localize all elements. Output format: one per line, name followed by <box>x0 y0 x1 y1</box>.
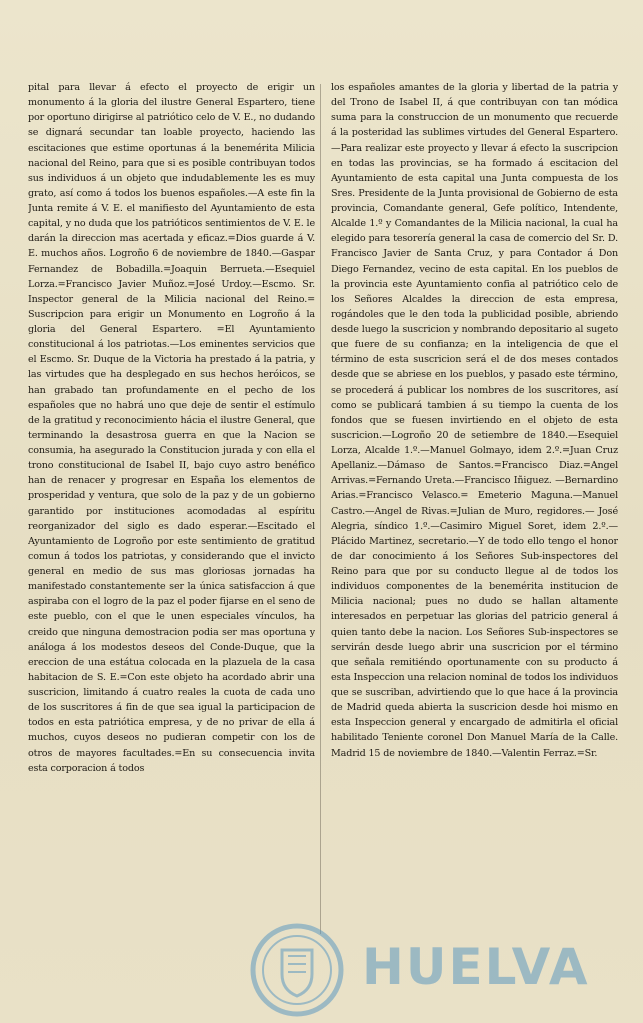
archive-watermark <box>232 920 642 1020</box>
watermark-text: HUELVA <box>362 938 590 996</box>
column-divider <box>320 84 321 934</box>
text-columns <box>28 80 618 940</box>
right-column-text: los españoles amantes de la gloria y libertad de la patria y del Trono de Isabel II, á que contribuyan con tan módica suma para la construccion de un monumento que recuerde á la posteridad las sublimes virtudes del General Espartero.—Para realizar este proyecto y llevar á efecto la suscripcion en todas las provincias, se ha formado á escitacion del Ayuntamiento de esta capital una Junta compuesta de los Sres. Presidente de la Junta provisional de Gobierno de esta provincia, Comandante general, Gefe político, Intendente, Alcalde 1.º y Comandantes de la Milicia nacional, la cual ha elegido para tesorería general la casa de comercio del Sr. D. Francisco Javier de Santa Cruz, y para Contador á Don Diego Fernandez, vecino de esta capital. En los pueblos de la provincia este Ayuntamiento confia al patriótico celo de los Señores Alcaldes la direccion de esta empresa, rogándoles que le den toda la publicidad posible, abriendo desde luego la suscricion y nombrando depositario al sugeto que fuere de su confianza; en la inteligencia de que el término de esta suscricion será el de dos meses contados desde que se abriese en los pueblos, y pasado este término, se procederá á publicar los nombres de los suscritores, así como se publicará tambien á su tiempo la cuenta de los fondos que se fuesen invirtiendo en el objeto de esta suscricion.—Logroño 20 de setiembre de 1840.—Esequiel Lorza, Alcalde 1.º.—Manuel Golmayo, idem 2.º.=Juan Cruz Apellaniz.—Dámaso de Santos.=Francisco Diaz.=Angel Arrivas.=Fernando Ureta.—Francisco Iñiguez. —Bernardino Arias.=Francisco Velasco.= Emeterio Maguna.—Manuel Castro.—Angel de Rivas.=Julian de Muro, regidores.— José Alegria, síndico 1.º.—Casimiro Miguel Soret, idem 2.º.—Plácido Martinez, secretario.—Y de todo ello tengo el honor de dar conocimiento á los Señores Sub-inspectores del Reino para que por su conducto llegue al de todos los individuos componentes de la benemérita institucion de Milicia nacional; pues no dudo se hallan altamente interesados en perpetuar las glorias del patricio general á quien tanto debe la nacion. Los Señores Sub-inspectores se servirán desde luego abrir una suscricion por el término que señala remitiéndo oportunamente con su producto á esta Inspeccion una relacion nominal de todos los individuos que se suscriban, advirtiendo que lo que hace á la provincia de Madrid queda abierta la suscricion desde hoi mismo en esta Inspeccion general y encargado de admitirla el oficial habilitado Teniente coronel Don Manuel María de la Calle. Madrid 15 de noviembre de 1840.—Valentin Ferraz.=Sr. <box>331 82 618 759</box>
left-column-text: pital para llevar á efecto el proyecto de erigir un monumento á la gloria del ilustre General Espartero, tiene por oportuno dirigirse al patriótico celo de V. E., no dudando se dignará secundar tan loable proyecto, haciendo las escitaciones que estime oportunas á la benemérita Milicia nacional del Reino, para que si es posible contribuyan todos sus individuos á un objeto que indudablemente les es muy grato, así como á todos los buenos españoles.—A este fin la Junta remite á V. E. el manifiesto del Ayuntamiento de esta capital, y no duda que los patrióticos sentimientos de V. E. le darán la direccion mas acertada y eficaz.=Dios guarde á V. E. muchos años. Logroño 6 de noviembre de 1840.—Gaspar Fernandez de Bobadilla.=Joaquin Berrueta.—Esequiel Lorza.=Francisco Javier Muñoz.=José Urdoy.—Escmo. Sr. Inspector general de la Milicia nacional del Reino.= Suscripcion para erigir un Monumento en Logroño á la gloria del General Espartero. =El Ayuntamiento constitucional á los patriotas.—Los eminentes servicios que el Escmo. Sr. Duque de la Victoria ha prestado á la patria, y las virtudes que ha desplegado en sus hechos heróicos, se han grabado tan profundamente en el pecho de los españoles que no habrá uno que deje de sentir el estímulo de la gratitud y reconocimiento hácia el ilustre General, que terminando la desastrosa guerra en que la Nacion se consumia, ha asegurado la Constitucion jurada y con ella el trono constitucional de Isabel II, bajo cuyo astro benéfico han de renacer y progresar en España los elementos de prosperidad y ventura, que solo de la paz y de un gobierno garantido por instituciones acomodadas al espíritu reorganizador del siglo es dado esperar.—Escitado el Ayuntamiento de Logroño por este sentimiento de gratitud comun á todos los patriotas, y considerando que el invicto general en medio de sus mas gloriosas jornadas ha manifestado constantemente ser la única satisfaccion á que aspiraba con el logro de la paz el poder fijarse en el seno de este pueblo, con el que le unen especiales vínculos, ha creido que ninguna demostracion podia ser mas oportuna y análoga á los modestos deseos del Conde-Duque, que la ereccion de una estátua colocada en la plazuela de la casa habitacion de S. E.=Con este objeto ha acordado abrir una suscricion, limitando á cuatro reales la cuota de cada uno de los suscritores á fin de que sea igual la participacion de todos en esta patriótica empresa, y de no privar de ella á muchos, cuyos deseos no pudieran competir con los de otros de mayores facultades.=En su consecuencia invita esta corporacion á todos <box>28 82 315 774</box>
left-column <box>28 80 315 940</box>
right-column <box>331 80 618 940</box>
coat-of-arms-seal-icon <box>242 922 352 1018</box>
